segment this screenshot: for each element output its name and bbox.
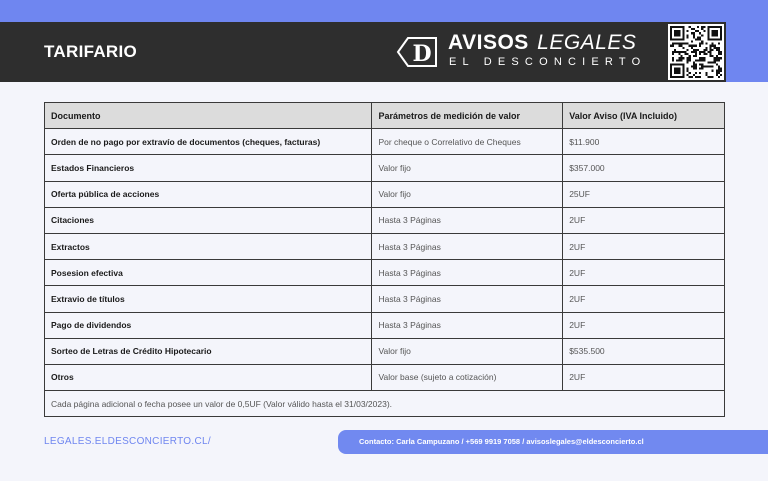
cell-documento: Estados Financieros: [45, 155, 372, 181]
table-row: [45, 155, 725, 181]
cell-valor: $11.900: [563, 129, 725, 155]
cell-valor: 2UF: [563, 233, 725, 259]
cell-parametro: Hasta 3 Páginas: [372, 233, 563, 259]
cell-documento: Extravio de títulos: [45, 286, 372, 312]
cell-parametro: Hasta 3 Páginas: [372, 312, 563, 338]
table-note-row: [45, 391, 725, 417]
tariff-table: [44, 102, 725, 417]
table-row: [45, 181, 725, 207]
logo-name-bold: AVISOS: [448, 31, 529, 54]
cell-valor: 2UF: [563, 260, 725, 286]
contact-text: Contacto: Carla Campuzano / +569 9919 7058 / avisoslegales@eldesconcierto.cl: [359, 437, 644, 446]
column-header-documento: Documento: [45, 103, 372, 129]
cell-parametro: Valor fijo: [372, 181, 563, 207]
cell-documento: Pago de dividendos: [45, 312, 372, 338]
logo-subtitle: EL DESCONCIERTO: [449, 56, 647, 68]
contact-bar: [338, 430, 768, 454]
table-row: [45, 338, 725, 364]
cell-valor: $357.000: [563, 155, 725, 181]
right-accent-band: [726, 22, 768, 82]
table-header-row: [45, 103, 725, 129]
page-header: [0, 22, 726, 82]
cell-documento: Posesion efectiva: [45, 260, 372, 286]
cell-valor: $535.500: [563, 338, 725, 364]
cell-valor: 2UF: [563, 312, 725, 338]
column-header-parametros: Parámetros de medición de valor: [372, 103, 563, 129]
cell-parametro: Hasta 3 Páginas: [372, 286, 563, 312]
cell-parametro: Valor fijo: [372, 338, 563, 364]
website-link[interactable]: LEGALES.ELDESCONCIERTO.CL/: [44, 436, 211, 447]
qr-code-icon: [668, 24, 724, 80]
logo-name: [448, 31, 636, 55]
cell-parametro: Hasta 3 Páginas: [372, 207, 563, 233]
cell-documento: Orden de no pago por extravío de documentos (cheques, facturas): [45, 129, 372, 155]
table-row: [45, 233, 725, 259]
table-row: [45, 312, 725, 338]
cell-parametro: Valor fijo: [372, 155, 563, 181]
el-desconcierto-d-logo-icon: [396, 34, 438, 70]
table-row: [45, 129, 725, 155]
cell-valor: 25UF: [563, 181, 725, 207]
table-row: [45, 207, 725, 233]
logo-name-italic: LEGALES: [537, 31, 637, 54]
cell-documento: Oferta pública de acciones: [45, 181, 372, 207]
cell-parametro: Hasta 3 Páginas: [372, 260, 563, 286]
cell-valor: 2UF: [563, 364, 725, 390]
top-accent-band: [0, 0, 768, 22]
table-row: [45, 260, 725, 286]
cell-documento: Otros: [45, 364, 372, 390]
page-title: TARIFARIO: [44, 42, 138, 61]
table-note: Cada página adicional o fecha posee un valor de 0,5UF (Valor válido hasta el 31/03/2023).: [45, 391, 725, 417]
cell-documento: Citaciones: [45, 207, 372, 233]
cell-documento: Sorteo de Letras de Crédito Hipotecario: [45, 338, 372, 364]
cell-valor: 2UF: [563, 207, 725, 233]
cell-valor: 2UF: [563, 286, 725, 312]
table-row: [45, 286, 725, 312]
cell-parametro: Valor base (sujeto a cotización): [372, 364, 563, 390]
cell-documento: Extractos: [45, 233, 372, 259]
cell-parametro: Por cheque o Correlativo de Cheques: [372, 129, 563, 155]
table-row: [45, 364, 725, 390]
logo-mark-letter: D: [412, 41, 432, 67]
column-header-valor: Valor Aviso (IVA Incluido): [563, 103, 725, 129]
